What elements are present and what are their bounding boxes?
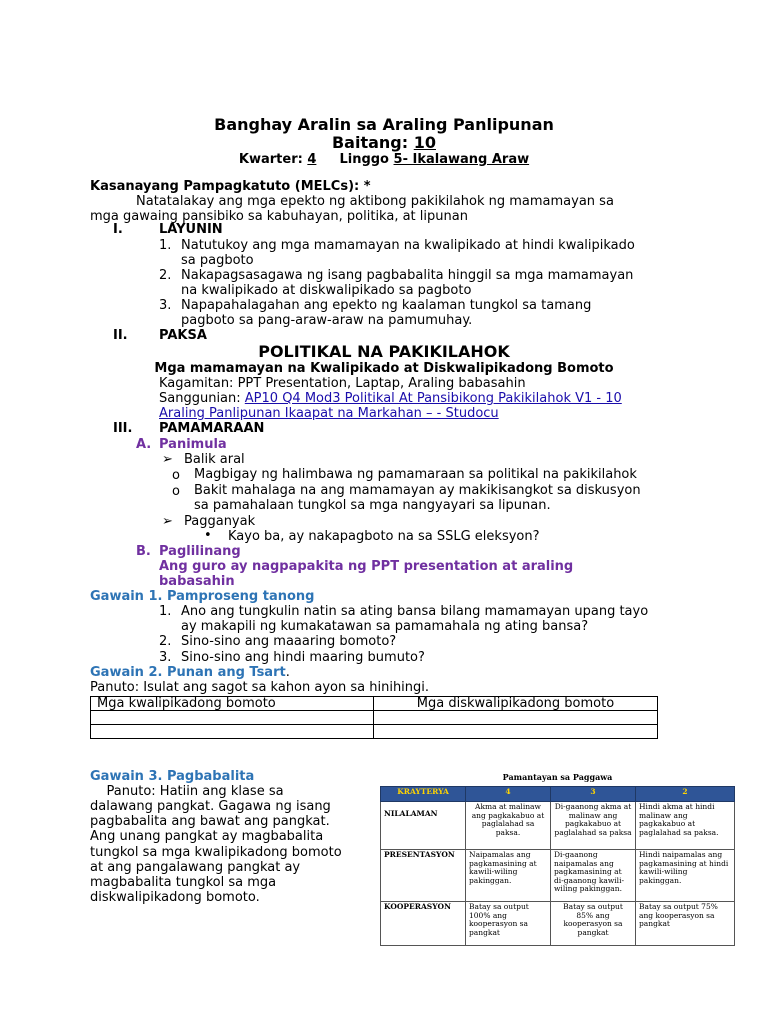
layunin-item-1-num: 1. [159,238,172,253]
paglilinang-letter: B. [136,544,151,559]
melcs-label: Kasanayang Pampagkatuto (MELCs): * [90,179,371,194]
quarter-value: 4 [307,152,317,167]
rubric-cell: Akma at malinaw ang pagkakabuo at paglalahad sa paksa. [466,802,551,850]
gawain-1-item-2-line-1: Sino-sino ang maaaring bomoto? [181,634,397,649]
rubric-cell: Batay sa output 75% ang kooperasyon sa pangkat [636,902,735,946]
gawain-2-panuto: Panuto: Isulat ang sagot sa kahon ayon sa hinihingi. [90,680,430,695]
melcs-line-2: mga gawaing pansibiko sa kabuhayan, politika, at lipunan [90,209,468,224]
balik-aral-question-2-line-1: Bakit mahalaga na ang mamamayan ay makikisangkot sa diskusyon [194,483,641,498]
layunin-item-2-line-1: Nakapagsasagawa ng isang pagbabalita hinggil sa mga mamamayan [181,268,634,283]
gawain-3-line-5: tungkol sa mga kwalipikadong bomoto [90,845,342,860]
rubric-row [381,902,735,946]
gawain-3-line-7: magbabalita tungkol sa mga [90,875,277,890]
week-value: 5- Ikalawang Araw [393,152,530,167]
layunin-item-2-line-2: na kwalipikado at diskwalipikado sa pagboto [181,283,472,298]
gawain-1-item-3-num: 3. [159,650,172,665]
section-numeral-2: II. [113,328,128,343]
rubric-header-4: 4 [466,787,551,802]
guro-activity-line-2: babasahin [159,574,235,589]
rubric-cell: Batay sa output 100% ang kooperasyon sa pangkat [466,902,551,946]
layunin-item-3-num: 3. [159,298,172,313]
grade-value: 10 [413,133,436,152]
panimula-letter: A. [136,437,152,452]
rubric-criterion: NILALAMAN [381,802,466,850]
rubric-criterion: KOOPERASYON [381,902,466,946]
gawain-1-item-2-num: 2. [159,634,172,649]
gawain-1-item-1-line-1: Ano ang tungkulin natin sa ating bansa bilang mamamayan upang tayo [181,604,649,619]
arrow-bullet-icon: ➢ [162,452,173,467]
balik-aral-label: Balik aral [184,452,245,467]
panimula-heading: Panimula [159,437,227,452]
rubric-header-row [381,787,735,802]
gawain-3-line-3: pagbabalita ang bawat ang pangkat. [90,814,330,829]
paksa-heading: PAKSA [159,328,207,343]
section-numeral-1: I. [113,222,123,237]
rubric-row [381,850,735,902]
paksa-subtitle: Mga mamamayan na Kwalipikado at Diskwalipikadong Bomoto [154,361,614,376]
layunin-item-3-line-1: Napapahalagahan ang epekto ng kaalaman tungkol sa tamang [181,298,592,313]
kagamitan-line: Kagamitan: PPT Presentation, Laptap, Araling babasahin [159,376,526,391]
gawain-3-line-4: Ang unang pangkat ay magbabalita [90,829,324,844]
rubric-cell: Batay sa output 85% ang kooperasyon sa pangkat [551,902,636,946]
rubric-cell: Naipamalas ang pagkamasining at kawili-wiling pakinggan. [466,850,551,902]
table-cell[interactable] [91,725,374,739]
table-cell[interactable] [374,725,658,739]
layunin-heading: LAYUNIN [159,222,223,237]
pagganyak-question: Kayo ba, ay nakapagboto na sa SSLG eleksyon? [228,529,540,544]
table-header-row [91,697,658,711]
week-label: Linggo [339,152,389,167]
gawain-3-line-8: diskwalipikadong bomoto. [90,890,260,905]
sanggunian-line [159,391,622,406]
paglilinang-heading: Paglilinang [159,544,241,559]
rubric-header-criteria: KRAYTERYA [381,787,466,802]
tsart-table [90,696,658,739]
table-header-kwalipikado: Mga kwalipikadong bomoto [91,697,374,711]
paksa-title: POLITIKAL NA PAKIKILAHOK [258,342,510,361]
rubric-table [380,786,735,946]
rubric-cell: Di-gaanong akma at malinaw ang pagkakabuo at paglalahad sa paksa [551,802,636,850]
gawain-1-item-1-line-2: ay makapili ng kumakatawan sa pamamahala ng ating bansa? [181,619,589,634]
layunin-item-1-line-1: Natutukoy ang mga mamamayan na kwalipikado at hindi kwalipikado [181,238,635,253]
sanggunian-link-continued[interactable]: Araling Panlipunan Ikaapat na Markahan – - Studocu [159,406,499,421]
gawain-2-title-line [90,665,290,680]
gawain-3-title: Gawain 3. Pagbabalita [90,769,255,784]
section-numeral-3: III. [113,421,133,436]
sanggunian-link[interactable]: AP10 Q4 Mod3 Politikal At Pansibikong Pakikilahok V1 - 10 [244,391,622,406]
quarter-week-line [0,152,768,167]
layunin-item-3-line-2: pagboto sa pang-araw-araw na pamumuhay. [181,313,473,328]
rubric-title: Pamantayan sa Paggawa [502,772,613,782]
rubric-cell: Di-gaanong naipamalas ang pagkamasining at di-gaanong kawili-wiling pakinggan. [551,850,636,902]
table-row [91,711,658,725]
rubric-header-3: 3 [551,787,636,802]
table-header-diskwalipikado: Mga diskwalipikadong bomoto [374,697,658,711]
gawain-1-title: Gawain 1. Pamproseng tanong [90,589,315,604]
gawain-3-line-1: Panuto: Hatiin ang klase sa [90,784,284,799]
layunin-item-1-line-2: sa pagboto [181,253,254,268]
balik-aral-question-1: Magbigay ng halimbawa ng pamamaraan sa politikal na pakikilahok [194,467,637,482]
circle-bullet-icon: o [172,484,180,499]
rubric-criterion: PRESENTASYON [381,850,466,902]
document-title: Banghay Aralin sa Araling Panlipunan [214,115,554,134]
arrow-bullet-icon: ➢ [162,514,173,529]
circle-bullet-icon: o [172,468,180,483]
pagganyak-label: Pagganyak [184,514,256,529]
quarter-label: Kwarter: [238,152,303,167]
gawain-3-line-2: dalawang pangkat. Gagawa ng isang [90,799,331,814]
rubric-cell: Hindi akma at hindi malinaw ang pagkakabuo at paglalahad sa paksa. [636,802,735,850]
gawain-3-line-6: at ang pangalawang pangkat ay [90,860,301,875]
dot-bullet-icon: • [204,528,212,543]
guro-activity-line-1: Ang guro ay nagpapakita ng PPT presentation at araling [159,559,574,574]
table-cell[interactable] [91,711,374,725]
gawain-1-item-3-line-1: Sino-sino ang hindi maaring bumuto? [181,650,425,665]
pamamaraan-heading: PAMAMARAAN [159,421,265,436]
grade-label: Baitang: [331,133,409,152]
melcs-line-1: Natatalakay ang mga epekto ng aktibong pakikilahok ng mamamayan sa [136,194,614,209]
rubric-header-2: 2 [636,787,735,802]
gawain-2-title: Gawain 2. Punan ang Tsart [90,665,286,680]
rubric-row [381,802,735,850]
rubric-cell: Hindi naipamalas ang pagkamasining at hindi kawili-wiling pakinggan. [636,850,735,902]
layunin-item-2-num: 2. [159,268,172,283]
grade-line [0,134,768,152]
table-row [91,725,658,739]
table-cell[interactable] [374,711,658,725]
gawain-1-item-1-num: 1. [159,604,172,619]
sanggunian-label: Sanggunian: [159,391,241,406]
gawain-2-title-period: . [285,665,290,680]
balik-aral-question-2-line-2: sa pamahalaan tungkol sa mga nangyayari sa lipunan. [194,498,551,513]
